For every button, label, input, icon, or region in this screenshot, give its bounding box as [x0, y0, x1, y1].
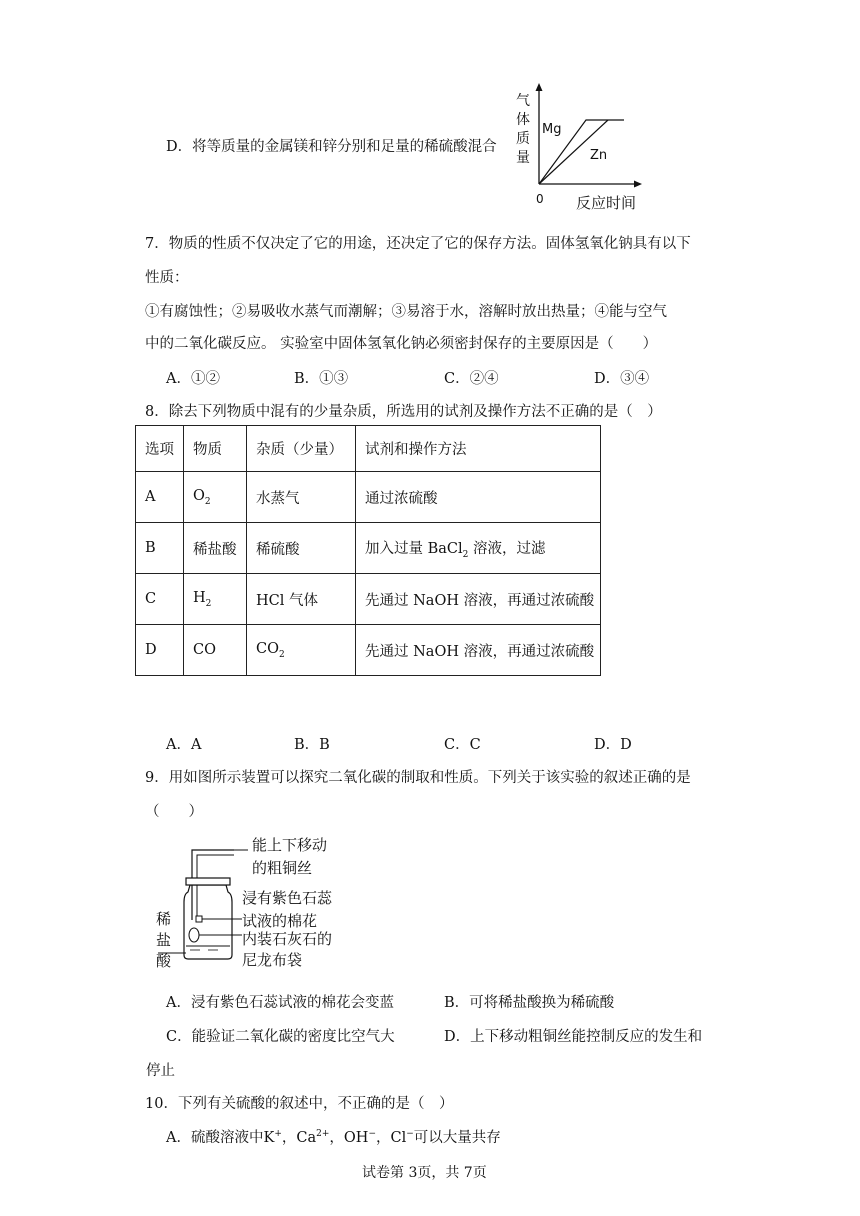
row-b-option: B: [136, 523, 184, 574]
series-zn-label: Zn: [590, 148, 608, 163]
row-d-substance: CO: [184, 625, 247, 676]
q10-option-a: A．硫酸溶液中K+，$Ca^{2+}$，OH−，Cl−可以大量共存: [166, 1129, 501, 1146]
q8-option-c: C．C: [444, 737, 481, 753]
label-acid-3: 酸: [156, 952, 172, 970]
ylabel-char-4: 量: [516, 150, 530, 166]
q8-stem: 8．除去下列物质中混有的少量杂质，所选用的试剂及操作方法不正确的是（ ）: [145, 404, 662, 420]
header-impurity: 杂质（少量）: [247, 426, 356, 472]
stopper: [186, 878, 230, 885]
q7-stem-line3: ①有腐蚀性；②易吸收水蒸气而潮解；③易溶于水，溶解时放出热量；④能与空气: [145, 304, 667, 320]
cotton: [196, 916, 202, 922]
row-b-substance: 稀盐酸: [184, 523, 247, 574]
row-d-method: 先通过 NaOH 溶液，再通过浓硫酸: [356, 625, 601, 676]
q8-table: [135, 425, 601, 676]
header-substance: 物质: [184, 426, 247, 472]
q9-option-d-line2: 停止: [146, 1063, 175, 1079]
row-a-method: 通过浓硫酸: [356, 472, 601, 523]
row-c-method: 先通过 NaOH 溶液，再通过浓硫酸: [356, 574, 601, 625]
label-bag-1: 内装石灰石的: [242, 930, 333, 948]
ion-k: K+: [263, 1129, 282, 1146]
q7-option-c: C．②④: [444, 371, 499, 387]
row-c-substance: $H_2$: [184, 574, 247, 625]
x-axis-arrow: [634, 181, 642, 188]
q9-apparatus-figure: [150, 830, 370, 975]
label-wire-2: 的粗铜丝: [252, 859, 313, 877]
q7-option-d: D．③④: [594, 371, 650, 387]
q9-option-a: A．浸有紫色石蕊试液的棉花会变蓝: [166, 995, 394, 1011]
ylabel-char-3: 质: [516, 131, 530, 147]
row-b-impurity: 稀硫酸: [247, 523, 356, 574]
label-bag-2: 尼龙布袋: [242, 951, 303, 969]
row-b-method: 加入过量 BaCl$_2$ 溶液，过滤: [356, 523, 601, 574]
row-a-option: A: [136, 472, 184, 523]
row-a-substance: $O_2$: [184, 472, 247, 523]
row-c-impurity: HCl 气体: [247, 574, 356, 625]
label-acid-1: 稀: [156, 910, 172, 928]
q7-stem-line4: 中的二氧化碳反应。 实验室中固体氢氧化钠必须密封保存的主要原因是（ ）: [145, 336, 658, 352]
table-header-row: [136, 426, 601, 472]
label-cotton-1: 浸有紫色石蕊: [242, 889, 333, 907]
table-row: [136, 574, 601, 625]
label-wire-1: 能上下移动: [252, 836, 328, 854]
ylabel-char-2: 体: [516, 112, 530, 128]
row-a-impurity: 水蒸气: [247, 472, 356, 523]
q9-option-d-line1: D．上下移动粗铜丝能控制反应的发生和: [444, 1029, 703, 1045]
ion-cl: Cl−: [390, 1129, 414, 1146]
q8-option-d: D．D: [594, 737, 632, 753]
nylon-bag: [189, 928, 199, 942]
header-method: 试剂和操作方法: [356, 426, 601, 472]
series-mg-label: Mg: [542, 122, 562, 137]
q6-option-d: D．将等质量的金属镁和锌分别和足量的稀硫酸混合: [166, 139, 497, 155]
table-row: [136, 472, 601, 523]
q7-stem-line2: 性质：: [145, 270, 189, 286]
q6-chart: [512, 82, 652, 212]
row-d-option: D: [136, 625, 184, 676]
q8-option-b: B．B: [294, 737, 330, 753]
q7-option-a: A．①②: [166, 371, 220, 387]
header-option: 选项: [136, 426, 184, 472]
q9-stem-line1: 9．用如图所示装置可以探究二氧化碳的制取和性质。下列关于该实验的叙述正确的是: [145, 770, 691, 786]
y-axis-arrow: [536, 83, 543, 91]
q10-stem: 10．下列有关硫酸的叙述中，不正确的是（ ）: [145, 1096, 454, 1112]
label-cotton-2: 试液的棉花: [242, 912, 318, 930]
label-acid-2: 盐: [156, 931, 172, 949]
ion-ca: $Ca^{2+}$: [296, 1129, 330, 1146]
q7-stem-line1: 7．物质的性质不仅决定了它的用途，还决定了它的保存方法。固体氢氧化钠具有以下: [145, 236, 691, 252]
q9-option-c: C．能验证二氧化碳的密度比空气大: [166, 1029, 395, 1045]
page-footer: 试卷第 3页，共 7页: [362, 1165, 487, 1181]
bottle: [184, 885, 232, 959]
table-row: [136, 523, 601, 574]
ylabel-char-1: 气: [516, 93, 530, 109]
q9-stem-line2: （ ）: [145, 804, 203, 820]
origin-label: 0: [536, 192, 544, 206]
q9-option-b: B．可将稀盐酸换为稀硫酸: [444, 995, 615, 1011]
xlabel: 反应时间: [576, 194, 637, 212]
row-c-option: C: [136, 574, 184, 625]
table-row: [136, 625, 601, 676]
row-d-impurity: $CO_2$: [247, 625, 356, 676]
q7-option-b: B．①③: [294, 371, 349, 387]
q8-option-a: A．A: [166, 737, 202, 753]
ion-oh: OH−: [343, 1129, 376, 1146]
